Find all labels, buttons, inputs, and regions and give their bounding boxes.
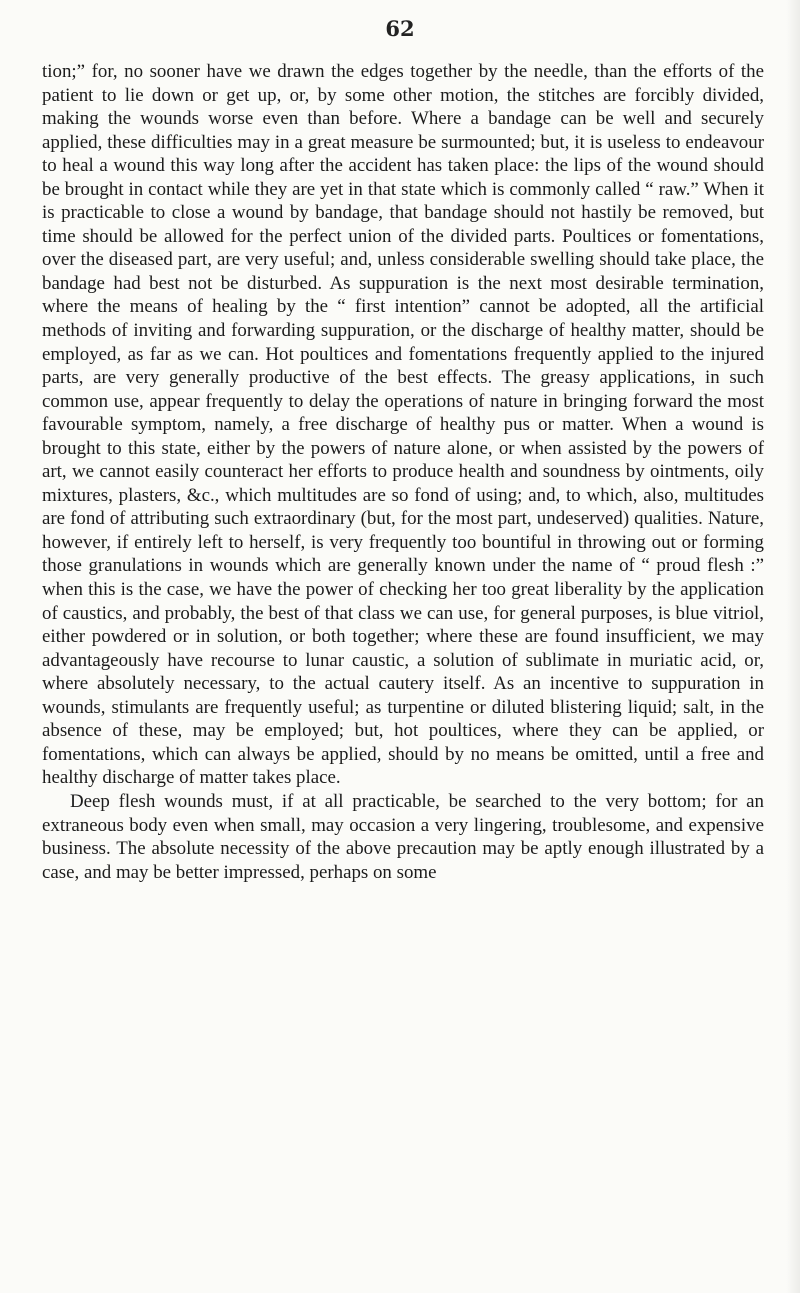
body-text: [42, 60, 764, 884]
paragraph: Deep flesh wounds must, if at all practicable, be searched to the very bottom; for an extraneous body even when small, may occasion a very lingering, troublesome, and expensive business. The absolute necessity of the above precaution may be aptly enough illustrated by a case, and may be better impressed, perhaps on some: [42, 790, 764, 883]
page-edge-shadow: [786, 0, 800, 1293]
paragraph: tion;” for, no sooner have we drawn the edges together by the needle, than the efforts of the patient to lie down or get up, or, by some other motion, the stitches are forcibly divided, making the wounds worse even than before. Where a bandage can be well and securely applied, these difficulties may in a great measure be surmounted; but, it is useless to endeavour to heal a wound this way long after the accident has taken place: the lips of the wound should be brought in contact while they are yet in that state which is commonly called “ raw.” When it is practicable to close a wound by bandage, that bandage should not hastily be removed, but time should be allowed for the perfect union of the divided parts. Poultices or fomentations, over the diseased part, are very useful; and, unless considerable swelling should take place, the bandage had best not be disturbed. As suppuration is the next most desirable termination, where the means of healing by the “ first intention” cannot be adopted, all the artificial methods of inviting and forwarding suppuration, or the discharge of healthy matter, should be employed, as far as we can. Hot poultices and fomentations frequently applied to the injured parts, are very generally productive of the best effects. The greasy applications, in such common use, appear frequently to delay the operations of nature in bringing forward the most favourable symptom, namely, a free discharge of healthy pus or matter. When a wound is brought to this state, either by the powers of nature alone, or when assisted by the powers of art, we cannot easily counteract her efforts to produce health and soundness by ointments, oily mixtures, plasters, &c., which multitudes are so fond of using; and, to which, also, multitudes are fond of attributing such extraordinary (but, for the most part, undeserved) qualities. Nature, however, if entirely left to herself, is very frequently too bountiful in throwing out or forming those granulations in wounds which are generally known under the name of “ proud flesh :” when this is the case, we have the power of checking her too great liberality by the application of caustics, and probably, the best of that class we can use, for general purposes, is blue vitriol, either powdered or in solution, or both together; where these are found insufficient, we may advantageously have recourse to lunar caustic, a solution of sublimate in muriatic acid, or, where absolutely necessary, to the actual cautery itself. As an incentive to suppuration in wounds, stimulants are frequently useful; as turpentine or diluted blistering liquid; salt, in the absence of these, may be employed; but, hot poultices, where they can be applied, or fomentations, which can always be applied, should by no means be omitted, until a free and healthy discharge of matter takes place.: [42, 61, 764, 789]
page-number: 62: [385, 16, 415, 41]
